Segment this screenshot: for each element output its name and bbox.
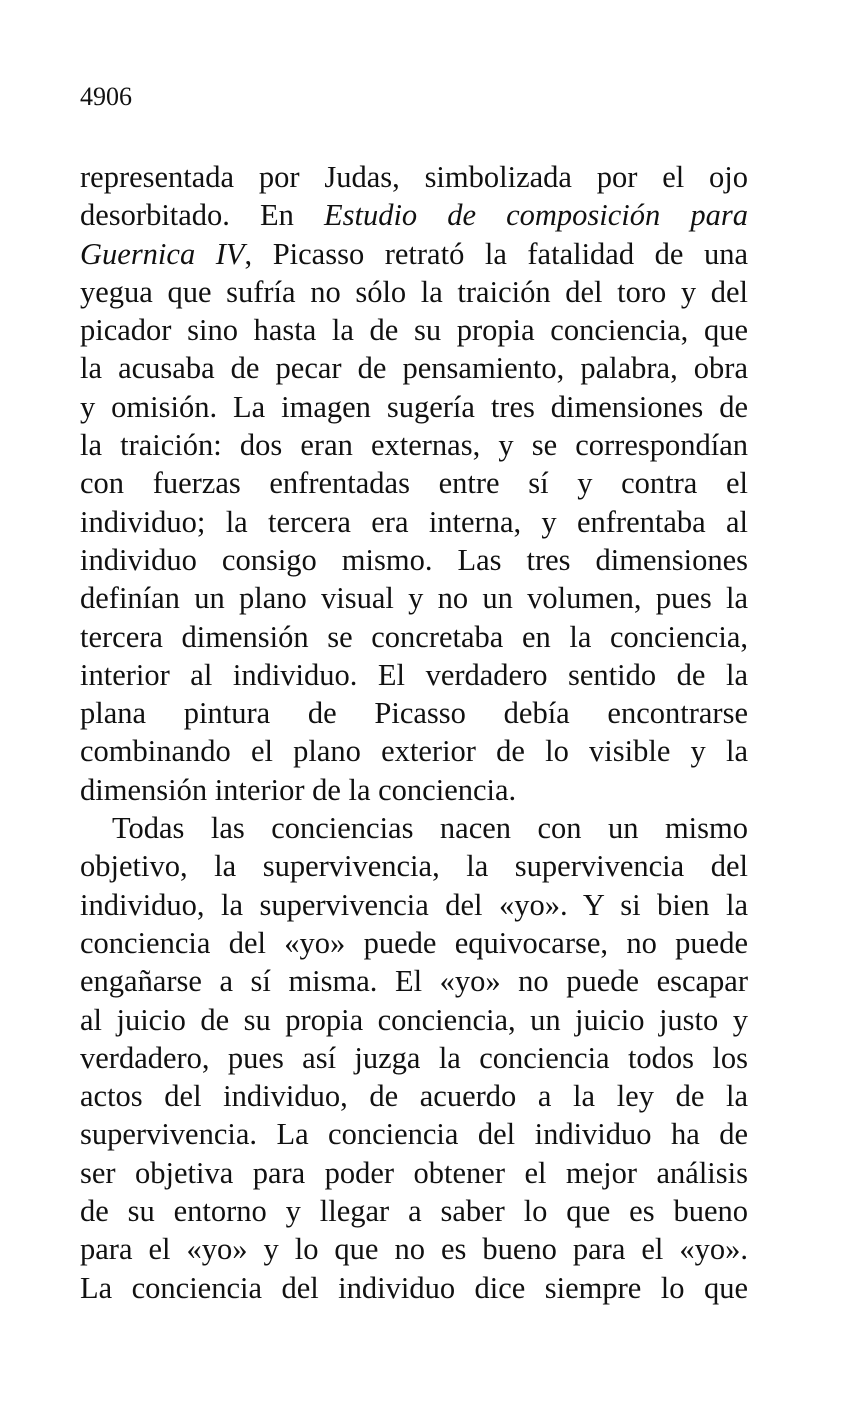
text-line — [80, 732, 748, 770]
text-line — [80, 464, 748, 502]
text-line — [80, 311, 748, 349]
text-line — [80, 541, 748, 579]
line-text: para el «yo» y lo que no es bueno para el «yo». — [80, 1232, 748, 1267]
line-text: conciencia del «yo» puede equivocarse, no puede — [80, 925, 748, 960]
line-text: plana pintura de Picasso debía encontrarse — [80, 696, 748, 731]
line-text: Todas las conciencias nacen con un mismo — [112, 811, 748, 846]
line-text: yegua que sufría no sólo la traición del toro y del — [80, 274, 748, 309]
text-line — [80, 1192, 748, 1230]
line-text: individuo; la tercera era interna, y enfrentaba al — [80, 504, 748, 539]
line-text: interior al individuo. El verdadero sentido de la — [80, 657, 748, 692]
line-text: representada por Judas, simbolizada por el ojo — [80, 160, 748, 194]
text-line — [80, 426, 748, 464]
text-line — [80, 847, 748, 885]
line-text: supervivencia. La conciencia del individuo ha de — [80, 1117, 748, 1152]
text-line — [80, 235, 748, 273]
text-line — [80, 196, 748, 234]
text-line — [80, 1077, 748, 1115]
text-line — [80, 273, 748, 311]
line-text: , Picasso retrató la fatalidad de una — [244, 236, 748, 271]
text-line — [80, 694, 748, 732]
italic-title-text: Guernica IV — [80, 236, 245, 271]
line-text: y omisión. La imagen sugería tres dimensiones de — [80, 389, 748, 424]
text-line — [80, 1230, 748, 1268]
line-text: engañarse a sí misma. El «yo» no puede escapar — [80, 964, 748, 999]
text-line — [80, 809, 748, 847]
text-line — [80, 1039, 748, 1077]
text-line — [80, 1269, 748, 1307]
paragraph — [80, 158, 748, 809]
text-line — [80, 656, 748, 694]
text-line — [80, 618, 748, 656]
text-line — [80, 1154, 748, 1192]
line-text: ser objetiva para poder obtener el mejor análisis — [80, 1155, 748, 1190]
line-text: La conciencia del individuo dice siempre lo que — [80, 1270, 748, 1305]
page-number: 4906 — [80, 82, 132, 111]
line-text: individuo consigo mismo. Las tres dimensiones — [80, 542, 748, 577]
line-text: tercera dimensión se concretaba en la conciencia, — [80, 619, 748, 654]
text-line — [80, 158, 748, 196]
text-line — [80, 579, 748, 617]
text-line — [80, 503, 748, 541]
line-text: verdadero, pues así juzga la conciencia todos los — [80, 1040, 748, 1075]
text-line — [80, 962, 748, 1000]
line-text: de su entorno y llegar a saber lo que es bueno — [80, 1194, 748, 1229]
line-text: al juicio de su propia conciencia, un juicio justo y — [80, 1002, 748, 1037]
paragraph — [80, 809, 748, 1307]
text-line — [80, 388, 748, 426]
text-line — [80, 349, 748, 387]
line-text: la traición: dos eran externas, y se correspondían — [80, 428, 748, 463]
line-text: picador sino hasta la de su propia conciencia, que — [80, 313, 748, 348]
body-text — [80, 158, 748, 1307]
text-line — [80, 886, 748, 924]
line-text: desorbitado. En — [80, 198, 324, 233]
line-text: actos del individuo, de acuerdo a la ley de la — [80, 1079, 748, 1114]
line-text: con fuerzas enfrentadas entre sí y contra el — [80, 466, 748, 501]
line-text: definían un plano visual y no un volumen, pues la — [80, 581, 748, 616]
text-line — [80, 1115, 748, 1153]
text-line — [80, 771, 748, 809]
text-line — [80, 1001, 748, 1039]
line-text: la acusaba de pecar de pensamiento, palabra, obra — [80, 351, 748, 386]
line-text: individuo, la supervivencia del «yo». Y si bien la — [80, 887, 748, 922]
text-line — [80, 924, 748, 962]
line-text: objetivo, la supervivencia, la supervivencia del — [80, 849, 748, 884]
line-text: combinando el plano exterior de lo visible y la — [80, 734, 748, 769]
line-text: dimensión interior de la conciencia. — [80, 772, 517, 807]
italic-title-text: Estudio de composición para — [323, 198, 748, 233]
